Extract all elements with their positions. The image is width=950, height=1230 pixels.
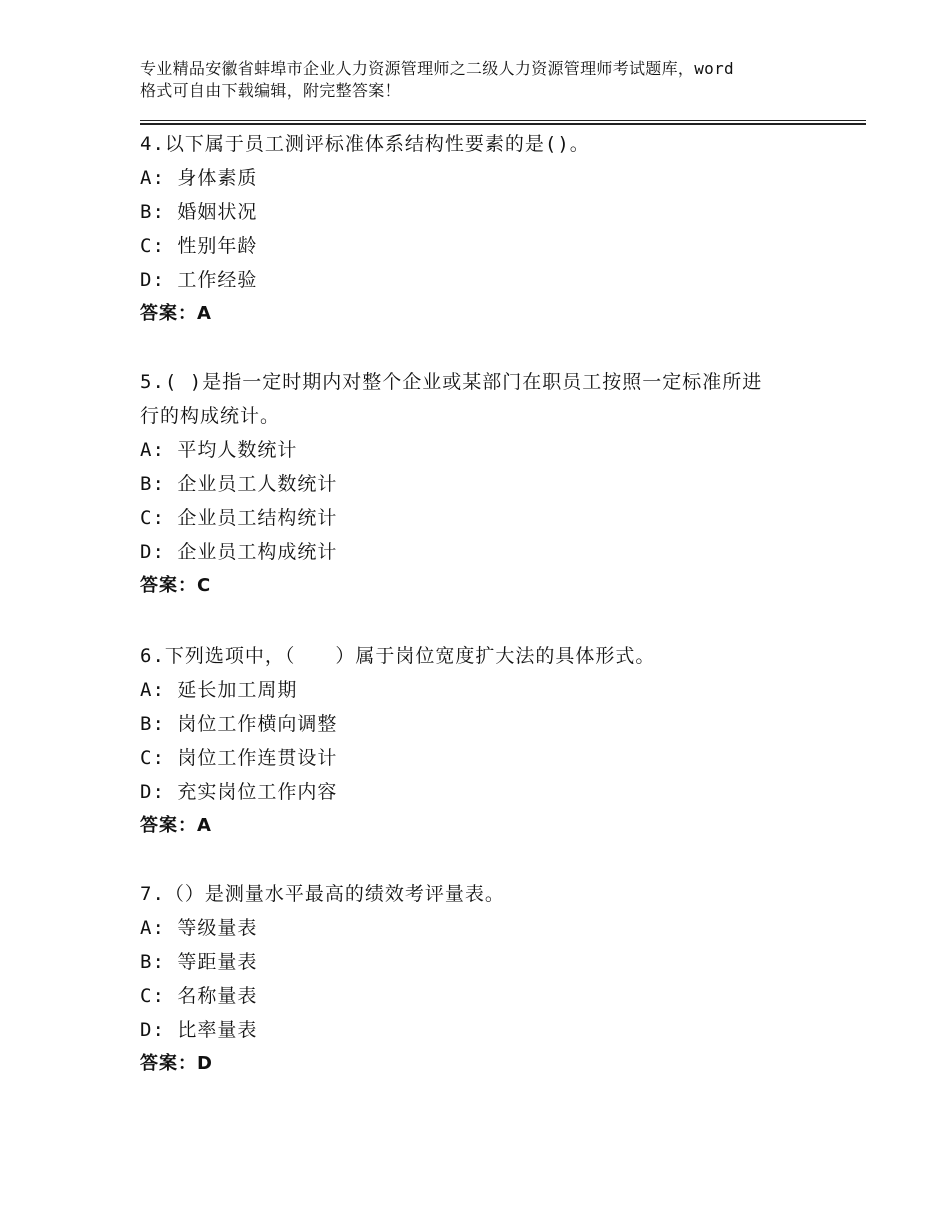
question-block xyxy=(140,877,840,1081)
question-block xyxy=(140,639,840,843)
option-b: B: 等距量表 xyxy=(140,951,258,973)
option-d: D: 充实岗位工作内容 xyxy=(140,781,338,803)
option-c: C: 岗位工作连贯设计 xyxy=(140,747,338,769)
option-a: A: 身体素质 xyxy=(140,167,258,189)
question-stem-continued: 行的构成统计。 xyxy=(140,405,281,427)
question-stem: 4.以下属于员工测评标准体系结构性要素的是()。 xyxy=(140,133,590,155)
answer-label: 答案：C xyxy=(140,575,212,596)
option-d: D: 比率量表 xyxy=(140,1019,258,1041)
question-stem: 7.（）是测量水平最高的绩效考评量表。 xyxy=(140,883,505,905)
option-a: A: 等级量表 xyxy=(140,917,258,939)
question-block xyxy=(140,127,840,331)
option-c: C: 性别年龄 xyxy=(140,235,258,257)
header-title-line-1: 专业精品安徽省蚌埠市企业人力资源管理师之二级人力资源管理师考试题库，word xyxy=(140,59,734,78)
option-d: D: 工作经验 xyxy=(140,269,258,291)
answer-label: 答案：D xyxy=(140,1053,213,1074)
document-header xyxy=(140,58,840,102)
header-divider-thick xyxy=(140,123,866,125)
answer-label: 答案：A xyxy=(140,815,212,836)
option-c: C: 名称量表 xyxy=(140,985,258,1007)
header-divider-thin xyxy=(140,120,866,121)
option-c: C: 企业员工结构统计 xyxy=(140,507,338,529)
option-a: A: 延长加工周期 xyxy=(140,679,298,701)
question-stem: 5.( )是指一定时期内对整个企业或某部门在职员工按照一定标准所进 xyxy=(140,371,763,393)
header-title-line-2: 格式可自由下载编辑，附完整答案！ xyxy=(140,81,401,100)
option-a: A: 平均人数统计 xyxy=(140,439,298,461)
question-stem: 6.下列选项中，（ ）属于岗位宽度扩大法的具体形式。 xyxy=(140,645,656,667)
question-block xyxy=(140,365,840,603)
option-b: B: 企业员工人数统计 xyxy=(140,473,338,495)
answer-label: 答案：A xyxy=(140,303,212,324)
option-d: D: 企业员工构成统计 xyxy=(140,541,338,563)
option-b: B: 婚姻状况 xyxy=(140,201,258,223)
option-b: B: 岗位工作横向调整 xyxy=(140,713,338,735)
